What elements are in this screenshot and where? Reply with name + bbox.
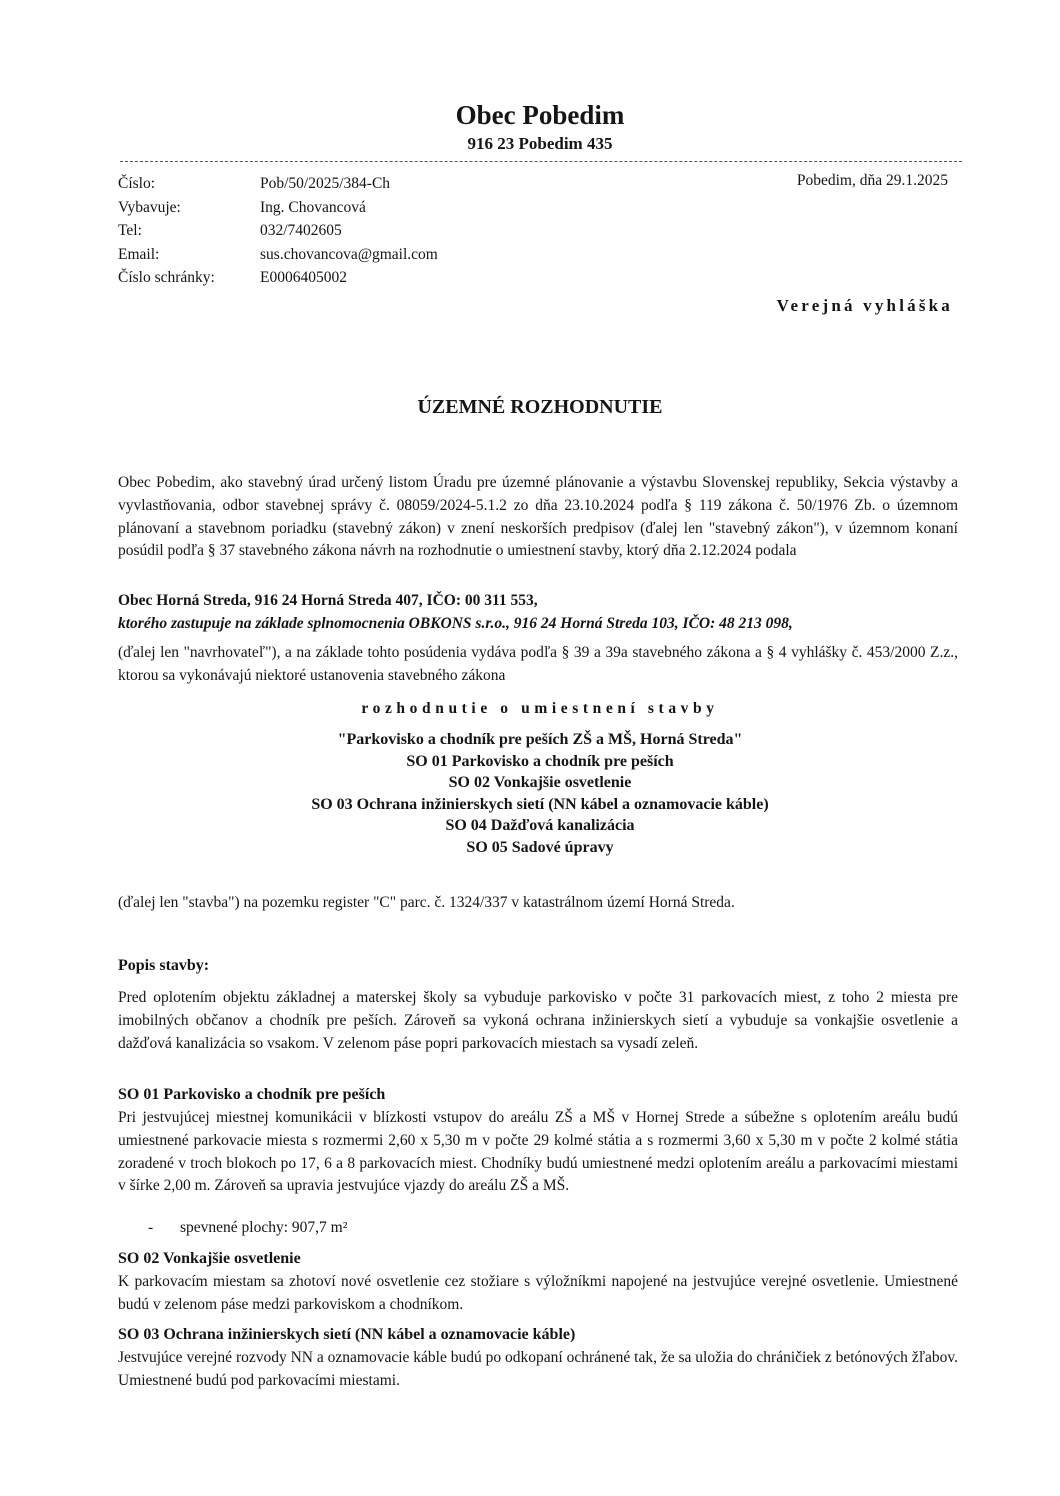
meta-label: Vybavuje: [118,198,181,216]
meta-row [118,196,438,220]
project-name: "Parkovisko a chodník pre peších ZŠ a MŠ, Horná Streda" [337,731,743,748]
meta-label: Číslo: [118,175,156,192]
meta-row [118,243,438,267]
public-notice-label: Verejná vyhláška [776,296,953,315]
document-title: ÚZEMNÉ ROZHODNUTIE [417,396,663,418]
document-date: Pobedim, dňa 29.1.2025 [796,172,948,189]
so03-paragraph: Jestvujúce verejné rozvody NN a oznamovacie káble budú po odkopaní ochránené tak, že sa uložia do chráničiek z betónových žľabov. Umiestnené budú pod parkovacími miestami. [118,1349,958,1389]
so01-bullet [148,1219,347,1237]
so01-bullet-text: spevnené plochy: 907,7 m² [180,1219,348,1236]
municipality-title: Obec Pobedim [455,100,625,130]
so01-heading: SO 01 Parkovisko a chodník pre peších [118,1086,386,1103]
meta-label: Číslo schránky: [118,269,215,286]
meta-value: sus.chovancova@gmail.com [260,245,438,263]
decision-heading: rozhodnutie o umiestnení stavby [361,700,719,717]
meta-value: E0006405002 [260,269,347,286]
so01-paragraph: Pri jestvujúcej miestnej komunikácii v blízkosti vstupov do areálu ZŠ a MŠ v Hornej Strede a súbežne s oplotením areálu budú umiestnené parkovacie miesta s rozmermi 2,60 x 5,30 m v počte 29 kolmé státia a s rozmermi 3,60 x 5,30 m v počte 2 kolmé státia zoradené v troch blokoch po 17, 6 a 8 parkovacích miest. Chodníky budú umiestnené medzi oplotením areálu a parkovacími miestami v šírke 2,00 m. Zároveň sa upravia jestvujúce vjazdy do areálu ZŠ a MŠ. [118,1109,958,1195]
applicant-line: Obec Horná Streda, 916 24 Horná Streda 407, IČO: 00 311 553, [118,592,538,609]
project-part: SO 03 Ochrana inžinierskych sietí (NN kábel a oznamovacie káble) [311,795,769,813]
project-part: SO 02 Vonkajšie osvetlenie [448,774,632,792]
so02-heading: SO 02 Vonkajšie osvetlenie [118,1250,301,1267]
location-paragraph: (ďalej len "stavba") na pozemku register "C" parc. č. 1324/337 v katastrálnom území Horná Streda. [118,894,735,911]
meta-value: 032/7402605 [260,222,342,239]
reference-meta [118,172,438,290]
so02-paragraph: K parkovacím miestam sa zhotoví nové osvetlenie cez stožiare s výložníkmi napojené na jestvujúce verejné osvetlenie. Umiestnené budú v zelenom páse medzi parkoviskom a chodníkom. [118,1273,958,1313]
project-list [0,729,1060,859]
meta-value: Pob/50/2025/384-Ch [260,175,391,192]
project-part: SO 05 Sadové úpravy [466,838,614,856]
meta-row [118,172,438,196]
description-heading: Popis stavby: [118,957,210,974]
meta-value: Ing. Chovancová [260,198,366,216]
so03-heading: SO 03 Ochrana inžinierskych sietí (NN kábel a oznamovacie káble) [118,1326,576,1343]
bullet-dash: - [148,1219,154,1236]
municipality-address: 916 23 Pobedim 435 [467,134,613,153]
project-part: SO 01 Parkovisko a chodník pre peších [406,752,674,770]
header-divider [120,161,962,162]
representative-line: ktorého zastupuje na základe splnomocnenia OBKONS s.r.o., 916 24 Horná Streda 103, IČO: 48 213 098, [118,615,793,632]
meta-label: Email: [118,245,160,263]
decision-paragraph: (ďalej len "navrhovateľ"), a na základe tohto posúdenia vydáva podľa § 39 a 39a stavebného zákona a § 4 vyhlášky č. 453/2000 Z.z., ktorou sa vykonávajú niektoré ustanovenia stavebného zákona [118,644,958,684]
description-paragraph: Pred oplotením objektu základnej a materskej školy sa vybuduje parkovisko v počte 31 parkovacích miest, z toho 2 miesta pre imobilných občanov a chodník pre peších. Zároveň sa vykoná ochrana inžinierskych sietí a vybuduje sa vonkajšie osvetlenie a dažďová kanalizácia so vsakom. V zelenom páse popri parkovacích miestach sa vysadí zeleň. [118,989,958,1052]
meta-row [118,266,438,290]
project-part: SO 04 Dažďová kanalizácia [445,817,635,835]
meta-row [118,219,438,243]
meta-label: Tel: [118,222,142,239]
intro-paragraph: Obec Pobedim, ako stavebný úrad určený listom Úradu pre územné plánovanie a výstavbu Slovenskej republiky, Sekcia výstavby a vyvlastňovania, odbor stavebnej správy č. 08059/2024-5.1.2 zo dňa 23.10.2024 podľa § 119 zákona č. 50/1976 Zb. o územnom plánovaní a stavebnom poriadku (stavebný zákon) v znení neskorších predpisov (ďalej len "stavebný zákon"), v územnom konaní posúdil podľa § 37 stavebného zákona návrh na rozhodnutie o umiestnení stavby, ktorý dňa 2.12.2024 podala [118,474,958,560]
